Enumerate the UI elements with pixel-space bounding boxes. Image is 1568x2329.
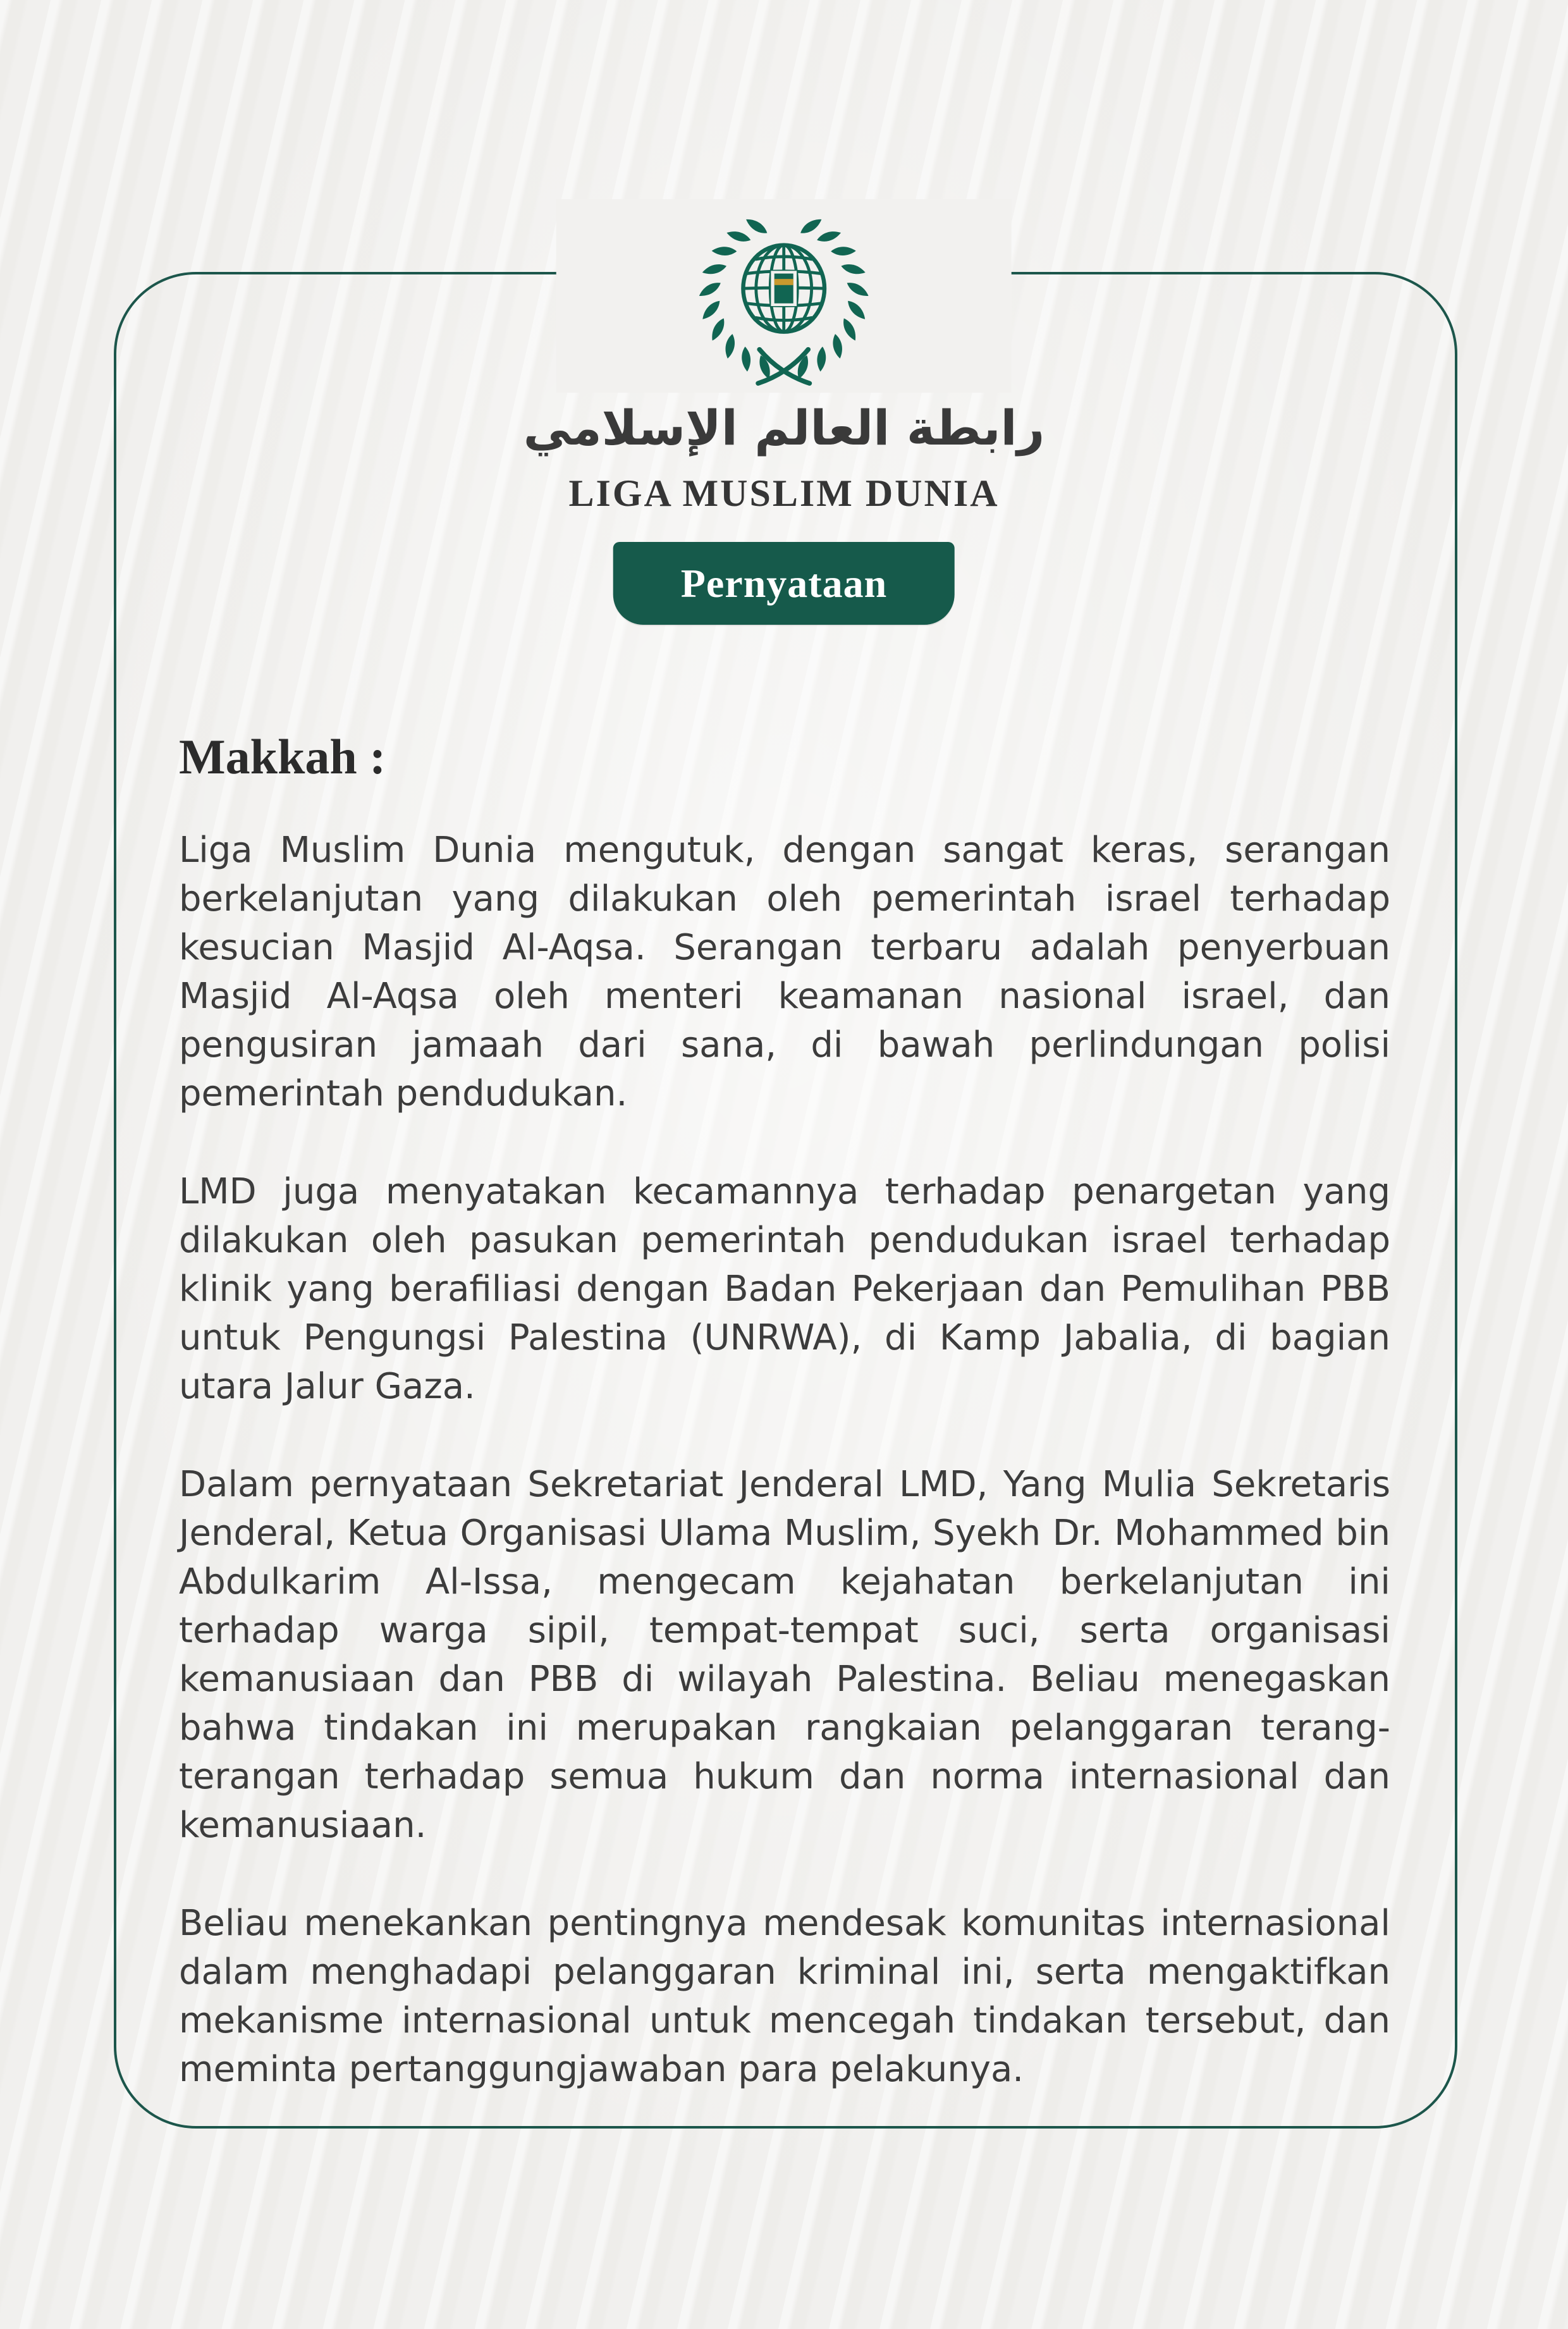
statement-paragraph: Liga Muslim Dunia mengutuk, dengan sangat keras, serangan berkelanjutan yang dilakukan oleh pemerintah israel terhadap kesucian Masjid Al-Aqsa. Serangan terbaru adalah penyerbuan Masjid Al-Aqsa oleh menteri keamanan nasional israel, dan pengusiran jamaah dari sana, di bawah perlindungan polisi pemerintah pendudukan. bbox=[179, 829, 1390, 1114]
statement-body bbox=[179, 727, 1390, 2094]
wreath-globe-kaaba-icon bbox=[682, 202, 886, 391]
arabic-calligraphy-title: رابطة العالم الإسلامي bbox=[523, 400, 1045, 456]
statement-paragraph: LMD juga menyatakan kecamannya terhadap penargetan yang dilakukan oleh pasukan pemerintah pendudukan israel terhadap klinik yang berafiliasi dengan Badan Pekerjaan dan Pemulihan PBB untuk Pengungsi Palestina (UNRWA), di Kamp Jabalia, di bagian utara Jalur Gaza. bbox=[179, 1171, 1390, 1407]
org-name: LIGA MUSLIM DUNIA bbox=[568, 472, 1000, 514]
kaaba-gold-band bbox=[775, 279, 793, 285]
wreath-left-branch bbox=[697, 216, 773, 380]
dateline: Makkah : bbox=[179, 729, 386, 784]
statement-paragraph: Beliau menekankan pentingnya mendesak komunitas internasional dalam menghadapi pelanggaran kriminal ini, serta mengaktifkan mekanisme internasional untuk mencegah tindakan tersebut, dan meminta pertanggungjawaban para pelakunya. bbox=[179, 1902, 1390, 2090]
emblem-container bbox=[556, 199, 1012, 393]
badge-label: Pernyataan bbox=[680, 560, 888, 606]
kaaba-icon bbox=[775, 274, 793, 304]
pernyataan-badge bbox=[613, 542, 955, 625]
statement-paragraph: Dalam pernyataan Sekretariat Jenderal LMD, Yang Mulia Sekretaris Jenderal, Ketua Organisasi Ulama Muslim, Syekh Dr. Mohammed bin Abdulkarim Al-Issa, mengecam kejahatan berkelanjutan ini terhadap warga sipil, tempat-tempat suci, serta organisasi kemanusiaan dan PBB di wilayah Palestina. Beliau menegaskan bahwa tindakan ini merupakan rangkaian pelanggaran terang-terangan terhadap semua hukum dan norma internasional dan kemanusiaan. bbox=[179, 1463, 1390, 1846]
poster-header bbox=[524, 199, 1045, 625]
wreath-right-branch bbox=[795, 216, 871, 380]
